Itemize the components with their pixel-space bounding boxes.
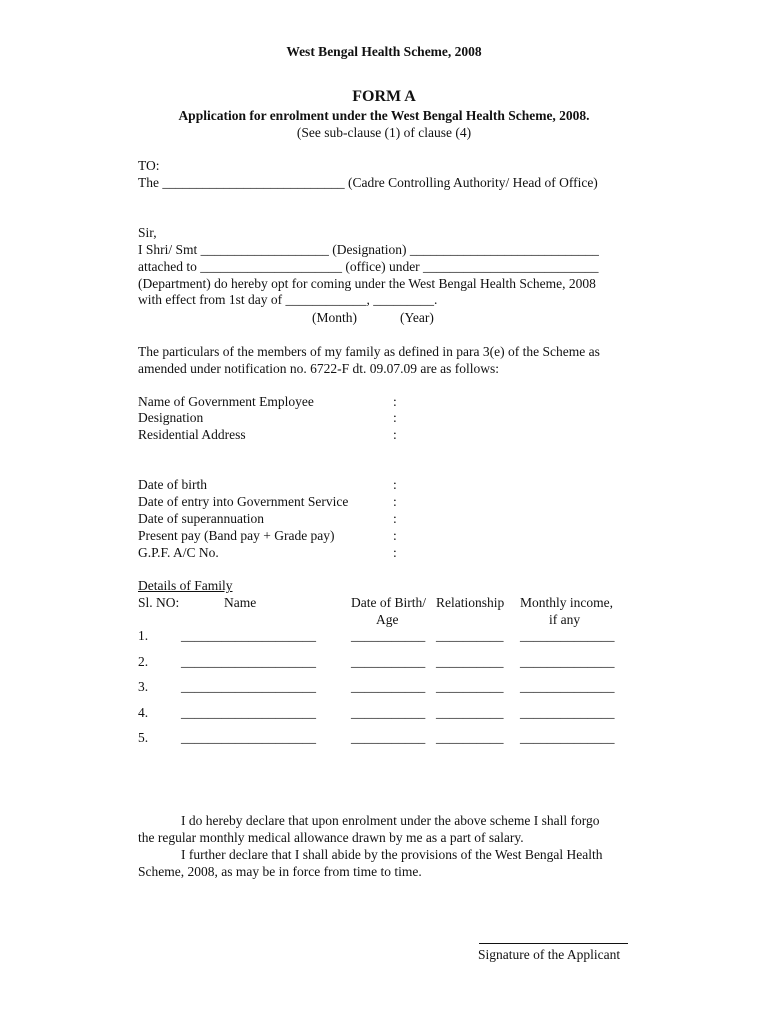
field-separator: :	[393, 477, 397, 492]
field-label: Name of Government Employee	[138, 394, 314, 409]
form-title: FORM A	[352, 88, 416, 105]
row-number: 1.	[138, 628, 149, 643]
signature-label: Signature of the Applicant	[478, 947, 621, 962]
name-blank: ____________________	[181, 705, 316, 720]
declaration-1-line-2: the regular monthly medical allowance drawn by me as a part of salary.	[138, 830, 524, 845]
applicant-line: I Shri/ Smt ___________________ (Designation) ____________________________	[138, 242, 599, 257]
field-label: Date of birth	[138, 477, 207, 492]
field-label: Residential Address	[138, 427, 246, 442]
dob-blank: ___________	[351, 705, 426, 720]
row-number: 4.	[138, 705, 149, 720]
field-label: Present pay (Band pay + Grade pay)	[138, 528, 335, 543]
name-blank: ____________________	[181, 628, 316, 643]
name-blank: ____________________	[181, 654, 316, 669]
relationship-blank: __________	[436, 730, 504, 745]
relationship-blank: __________	[436, 679, 504, 694]
field-separator: :	[393, 394, 397, 409]
family-heading: Details of Family	[138, 578, 233, 593]
field-separator: :	[393, 545, 397, 560]
col-header-income: Monthly income,	[520, 595, 613, 610]
relationship-blank: __________	[436, 628, 504, 643]
field-separator: :	[393, 427, 397, 442]
field-separator: :	[393, 494, 397, 509]
col-header-dob: Date of Birth/	[351, 595, 426, 610]
field-label: Date of superannuation	[138, 511, 264, 526]
relationship-blank: __________	[436, 654, 504, 669]
row-number: 2.	[138, 654, 149, 669]
row-number: 5.	[138, 730, 149, 745]
form-subtitle: Application for enrolment under the West Bengal Health Scheme, 2008.	[178, 108, 590, 123]
col-header-relationship: Relationship	[436, 595, 505, 610]
declaration-1-line-1: I do hereby declare that upon enrolment under the above scheme I shall forgo	[181, 813, 600, 828]
authority-line: The ___________________________ (Cadre Controlling Authority/ Head of Office)	[138, 175, 598, 190]
declaration-2-line-2: Scheme, 2008, as may be in force from time to time.	[138, 864, 422, 879]
field-separator: :	[393, 410, 397, 425]
col-header-sl: Sl. NO:	[138, 595, 180, 610]
office-line: attached to _____________________ (office) under __________________________	[138, 259, 599, 274]
relationship-blank: __________	[436, 705, 504, 720]
income-blank: ______________	[520, 679, 615, 694]
field-label: Designation	[138, 410, 204, 425]
col-header-age: Age	[376, 612, 399, 627]
col-header-name: Name	[224, 595, 257, 610]
salutation: Sir,	[138, 225, 157, 240]
dob-blank: ___________	[351, 730, 426, 745]
col-header-income-note: if any	[549, 612, 581, 627]
row-number: 3.	[138, 679, 149, 694]
field-label: Date of entry into Government Service	[138, 494, 349, 509]
year-caption: (Year)	[400, 310, 434, 325]
clause-reference: (See sub-clause (1) of clause (4)	[296, 125, 472, 140]
effect-date-line: with effect from 1st day of ____________, _________.	[138, 292, 438, 307]
declaration-2-line-1: I further declare that I shall abide by the provisions of the West Bengal Health	[181, 847, 603, 862]
signature-line	[479, 943, 628, 944]
field-separator: :	[393, 528, 397, 543]
to-label: TO:	[138, 158, 160, 173]
dob-blank: ___________	[351, 654, 426, 669]
income-blank: ______________	[520, 628, 615, 643]
opt-line: (Department) do hereby opt for coming under the West Bengal Health Scheme, 2008	[138, 276, 596, 291]
field-label: G.P.F. A/C No.	[138, 545, 219, 560]
income-blank: ______________	[520, 705, 615, 720]
field-separator: :	[393, 511, 397, 526]
dob-blank: ___________	[351, 628, 426, 643]
income-blank: ______________	[520, 730, 615, 745]
name-blank: ____________________	[181, 730, 316, 745]
scheme-title: West Bengal Health Scheme, 2008	[286, 44, 482, 59]
month-caption: (Month)	[312, 310, 357, 325]
name-blank: ____________________	[181, 679, 316, 694]
dob-blank: ___________	[351, 679, 426, 694]
particulars-line-1: The particulars of the members of my family as defined in para 3(e) of the Scheme as	[138, 344, 600, 359]
particulars-line-2: amended under notification no. 6722-F dt. 09.07.09 are as follows:	[138, 361, 500, 376]
income-blank: ______________	[520, 654, 615, 669]
